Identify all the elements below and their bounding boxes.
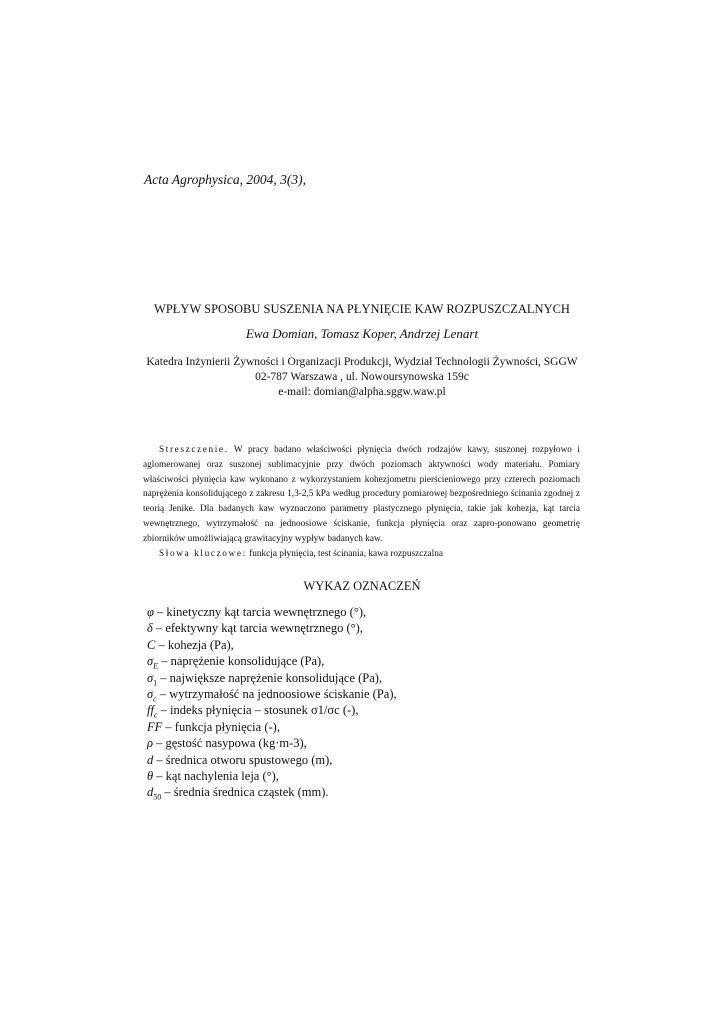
affiliation-email[interactable]: e-mail: domian@alpha.sggw.waw.pl — [278, 386, 446, 398]
abstract-label: Streszczenie. — [159, 445, 229, 455]
symbol-name: C — [147, 637, 156, 652]
symbol-name: d — [147, 752, 154, 767]
symbol-description: – kąt nachylenia leja (°), — [153, 769, 279, 784]
symbol-name: ρ — [147, 736, 153, 751]
abstract-paragraph — [143, 443, 580, 547]
symbol-description: – kinetyczny kąt tarcia wewnętrznego (°), — [153, 605, 367, 619]
symbol-subscript: c — [153, 694, 157, 704]
affiliation-line: Katedra Inżynierii Żywności i Organizacji Produkcji, Wydział Technologii Żywności, SGGW — [146, 356, 578, 368]
symbol-row — [147, 719, 397, 735]
symbol-description: – efektywny kąt tarcia wewnętrznego (°), — [152, 621, 363, 636]
symbol-name: θ — [147, 769, 154, 784]
symbol-description: – gęstość nasypowa (kg·m-3), — [153, 736, 307, 751]
article-authors: Ewa Domian, Tomasz Koper, Andrzej Lenart — [245, 326, 479, 341]
symbol-name: σ — [147, 654, 154, 669]
symbol-name: φ — [147, 605, 154, 619]
symbol-subscript: E — [153, 661, 159, 671]
abstract-block — [143, 443, 580, 561]
symbol-description: – funkcja płynięcia (-), — [162, 719, 280, 734]
symbol-row — [147, 735, 397, 751]
keywords-text: funkcja płynięcia, test ścinania, kawa rozpuszczalna — [249, 548, 443, 559]
affiliation-block — [0, 355, 724, 400]
symbol-row — [147, 752, 397, 768]
symbol-description: – naprężenie konsolidujące (Pa), — [158, 654, 325, 669]
symbol-row — [147, 768, 397, 784]
keywords-label: Słowa kluczowe: — [159, 548, 247, 559]
symbol-name: σ — [147, 687, 154, 702]
section-heading: WYKAZ OZNACZEŃ — [303, 579, 421, 593]
symbol-row — [147, 686, 397, 702]
symbol-description: – wytrzymałość na jednoosiowe ściskanie (Pa), — [156, 687, 397, 702]
symbol-row — [147, 637, 397, 653]
symbol-row — [147, 604, 397, 620]
symbol-row — [147, 670, 397, 686]
symbol-subscript: 1 — [153, 678, 158, 688]
symbol-row — [147, 620, 397, 636]
symbol-row — [147, 784, 397, 800]
symbol-description: – kohezja (Pa), — [155, 637, 234, 652]
symbol-name: d — [147, 785, 154, 800]
symbol-subscript: 50 — [153, 792, 162, 802]
symbols-list — [147, 604, 397, 801]
symbol-row — [147, 653, 397, 669]
symbol-subscript: c — [153, 710, 158, 720]
symbol-description: – największe naprężenie konsolidujące (Pa), — [157, 670, 383, 685]
affiliation-address: 02-787 Warszawa , ul. Nowoursynowska 159c — [255, 371, 469, 383]
symbol-row — [147, 702, 397, 718]
symbol-name: ff — [147, 703, 154, 718]
symbol-name: δ — [147, 621, 153, 636]
journal-reference: Acta Agrophysica, 2004, 3(3), — [144, 172, 306, 187]
symbol-name: FF — [147, 719, 163, 734]
keywords-line — [143, 547, 580, 562]
article-title: WPŁYW SPOSOBU SUSZENIA NA PŁYNIĘCIE KAW ROZPUSZCZALNYCH — [154, 302, 570, 316]
abstract-text: W pracy badano właściwości płynięcia dwóch rodzajów kawy, suszonej rozpyłowo i aglomerowanej oraz suszonej sublimacyjnie przy dwóch poziomach aktywności wody materiału. Pomiary właściwości płynięcia kaw wykonano z wykorzystaniem kohezjometru pierścieniowego przy czterech poziomach naprężenia konsolidującego z zakresu 1,3-2,5 kPa według procedury pomiarowej bezpośredniego ścinania zgodnej z teorią Jenike. Dla badanych kaw wyznaczono parametry plastycznego płynięcia, takie jak kohezja, kąt tarcia wewnętrznego, wytrzymałość na jednoosiowe ściskanie, funkcja płynięcia oraz zapro-ponowano geometrię zbiorników umożliwiającą grawitacyjny wypływ badanych kaw. — [143, 445, 581, 544]
symbol-description: – średnia średnica cząstek (mm). — [161, 785, 329, 800]
symbol-description: – indeks płynięcia – stosunek σ1/σc (-), — [157, 703, 359, 718]
symbol-name: σ — [147, 670, 154, 685]
symbol-description: – średnica otworu spustowego (m), — [153, 752, 333, 767]
